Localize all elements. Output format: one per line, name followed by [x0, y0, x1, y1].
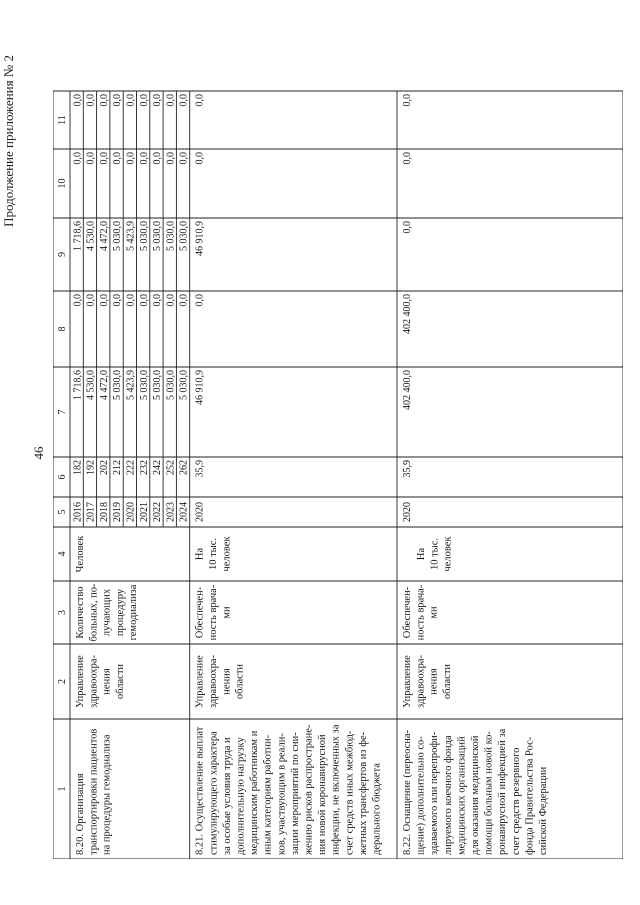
row-8-21-title: жению рисков распростране- [303, 724, 315, 855]
row-8-20-value: 4 530,0 [85, 370, 97, 400]
row-8-20-value: 0,0 [98, 152, 110, 165]
row-8-20-value: 5 030,0 [152, 221, 164, 251]
row-8-20-year: 2021 [138, 502, 150, 522]
row-8-22-responsible: Управление [402, 655, 413, 708]
row-8-21-responsible: Управление [194, 655, 206, 708]
row-8-20-value: 0,0 [138, 152, 150, 165]
row-8-20-value: 4 472,0 [98, 370, 110, 400]
row-8-20-year: 2017 [85, 502, 97, 522]
row-8-20-value: 0,0 [152, 294, 164, 307]
row-8-20-value: 0,0 [85, 94, 97, 107]
row-8-20-value: 0,0 [125, 294, 137, 307]
row-8-20-title: на процедуры гемодиализа [101, 734, 113, 855]
row-8-20-value: 0,0 [138, 294, 150, 307]
row-8-20-value: 5 030,0 [138, 370, 150, 400]
column-number: 2 [57, 679, 68, 684]
row-8-21-title: дополнительную нагрузку [235, 737, 247, 855]
row-8-21-year: 2020 [194, 502, 206, 522]
row-8-22-title: медицинских организаций [456, 736, 468, 855]
row-8-20-value: 0,0 [98, 294, 110, 307]
column-number: 1 [57, 786, 68, 792]
row-8-21-title: ков, участвующим в реали- [276, 733, 288, 855]
column-number: 6 [57, 474, 68, 480]
row-8-20-value: 0,0 [165, 152, 177, 165]
row-8-20-value: 0,0 [125, 152, 137, 165]
row-8-20-value: 5 423,9 [125, 370, 137, 400]
row-8-21-responsible: здравоохра- [208, 655, 219, 708]
row-8-20-value: 252 [165, 460, 177, 475]
row-8-21-title: стимулирующего характера [208, 731, 220, 855]
row-8-20-value: 1 718,6 [72, 370, 84, 400]
row-8-22-title: сийской Федерации [538, 766, 549, 855]
row-8-20-title: 8.20. Организация [75, 773, 86, 855]
row-8-20-value: 0,0 [72, 152, 84, 165]
row-8-20-value: 192 [85, 460, 97, 475]
row-8-22-unit: человек [442, 536, 454, 572]
row-8-22-title: лируемого коечного фонда [442, 735, 454, 855]
row-8-20-value: 5 030,0 [152, 370, 164, 400]
row-8-22-title: здаваемого или перепрофи- [429, 731, 441, 855]
column-number: 3 [57, 610, 68, 615]
row-8-21-value: 46 910,9 [194, 370, 206, 405]
row-8-20-unit: Человек [75, 535, 86, 573]
row-8-20-value: 0,0 [125, 94, 137, 107]
row-8-21-title: иным категориям работни- [262, 734, 274, 855]
row-8-20-value: 222 [125, 460, 137, 475]
row-8-22-unit: 10 тыс. [429, 537, 441, 571]
column-number: 7 [57, 409, 68, 415]
row-8-22-responsible: области [441, 663, 453, 700]
row-8-20-value: 5 030,0 [165, 370, 177, 400]
row-8-20-value: 212 [112, 460, 124, 475]
row-8-22-title: для оказания медицинской [470, 735, 481, 855]
row-8-20-responsible: Управление [75, 655, 86, 708]
row-8-22-title: 8.22. Оснащение (переосна- [402, 729, 413, 855]
row-8-20-value: 0,0 [138, 94, 150, 107]
row-8-22-responsible: нения [428, 668, 440, 695]
row-8-22-value: 0,0 [402, 152, 413, 165]
row-8-22-value: 35,9 [402, 460, 413, 478]
row-8-22-indicator: Обеспечен- [402, 586, 413, 639]
row-8-21-unit: человек [221, 536, 233, 572]
row-8-20-value: 0,0 [112, 152, 124, 165]
row-8-20-value: 5 030,0 [165, 221, 177, 251]
row-8-20-value: 4 472,0 [98, 221, 110, 251]
row-8-20-value: 202 [98, 460, 110, 475]
row-8-20-year: 2022 [152, 502, 164, 522]
row-8-20-year: 2024 [178, 502, 190, 522]
row-8-20-value: 0,0 [178, 94, 190, 107]
row-8-20-indicator: лучающих [101, 588, 113, 637]
row-8-22-title: фонда Правительства Рос- [524, 736, 536, 855]
row-8-20-year: 2019 [112, 502, 124, 522]
row-8-20-value: 0,0 [152, 94, 164, 107]
row-8-21-value: 0,0 [194, 152, 206, 165]
row-8-22-title: ронавирусной инфекцией за [497, 728, 509, 855]
row-8-20-value: 0,0 [98, 94, 110, 107]
row-8-20-value: 262 [178, 460, 190, 475]
row-8-21-indicator: ми [221, 606, 233, 619]
row-8-20-year: 2023 [165, 502, 177, 522]
row-8-20-title: транспортировки пациентов [88, 728, 100, 855]
column-number: 10 [57, 178, 68, 189]
row-8-21-title: счет средств иных межбюд- [344, 730, 356, 855]
row-8-20-value: 0,0 [72, 94, 84, 107]
row-8-20-year: 2020 [125, 502, 137, 522]
row-8-22-title: щение) дополнительно со- [415, 736, 427, 855]
row-8-20-value: 0,0 [112, 294, 124, 307]
column-number: 11 [57, 115, 68, 125]
row-8-21-responsible: области [234, 663, 246, 700]
row-8-22-value: 0,0 [402, 94, 413, 107]
row-8-20-value: 0,0 [152, 152, 164, 165]
row-8-22-value: 402 400,0 [402, 370, 413, 410]
row-8-21-unit: 10 тыс. [208, 537, 219, 571]
row-8-20-value: 0,0 [165, 94, 177, 107]
rotated-landscape-sheet [1, 47, 623, 859]
row-8-20-year: 2016 [72, 502, 84, 522]
row-8-20-indicator: Количество [75, 586, 86, 639]
row-8-20-indicator: процедуру [114, 588, 126, 637]
row-8-21-indicator: Обеспечен- [194, 586, 206, 639]
row-8-22-title: счет средств резервного [510, 747, 522, 855]
row-8-22-year: 2020 [402, 502, 413, 522]
row-8-20-value: 0,0 [85, 152, 97, 165]
row-8-21-value: 0,0 [194, 94, 206, 107]
row-8-21-title: за особые условия труда и [221, 737, 233, 855]
row-8-20-value: 4 530,0 [85, 221, 97, 251]
row-8-22-unit: На [416, 547, 427, 561]
row-8-20-value: 0,0 [178, 294, 190, 307]
column-number: 9 [57, 252, 68, 257]
row-8-20-value: 0,0 [165, 294, 177, 307]
row-8-20-value: 5 030,0 [112, 370, 124, 400]
row-8-20-value: 0,0 [85, 294, 97, 307]
column-number: 5 [57, 509, 68, 515]
row-8-21-title: жетных трансфертов из фе- [357, 731, 369, 855]
row-8-22-indicator: ми [428, 606, 440, 619]
row-8-22-indicator: ность врача- [415, 584, 427, 641]
row-8-20-value: 0,0 [112, 94, 124, 107]
row-8-21-title: ния новой коронавирусной [317, 734, 329, 855]
row-8-22-title: помощи больным новой ко- [483, 731, 495, 855]
row-8-22-value: 0,0 [402, 221, 413, 234]
row-8-20-responsible: области [114, 663, 126, 700]
row-8-21-indicator: ность врача- [208, 584, 219, 641]
row-8-20-value: 5 030,0 [112, 221, 124, 251]
row-8-21-value: 46 910,9 [194, 221, 206, 256]
row-8-20-value: 182 [72, 460, 84, 475]
row-8-21-value: 35,9 [194, 460, 206, 478]
column-number: 4 [57, 551, 68, 557]
row-8-22-responsible: здравоохра- [415, 655, 427, 708]
data-table [53, 47, 623, 859]
row-8-20-value: 0,0 [178, 152, 190, 165]
row-8-21-title: инфекции, не включенных за [330, 724, 342, 855]
row-8-20-value: 5 030,0 [178, 221, 190, 251]
column-number: 8 [57, 326, 68, 332]
row-8-22-value: 402 400,0 [402, 294, 413, 334]
row-8-21-responsible: нения [221, 668, 233, 695]
row-8-20-value: 0,0 [72, 294, 84, 307]
row-8-20-value: 5 423,9 [125, 221, 137, 251]
row-8-21-title: медицинским работникам и [249, 730, 261, 855]
row-8-20-indicator: больных, по- [88, 583, 100, 642]
row-8-20-responsible: здравоохра- [88, 655, 100, 708]
row-8-20-indicator: гемодиализа [128, 584, 140, 641]
appendix-caption: Продолжение приложения № 2 [1, 55, 16, 227]
row-8-20-value: 5 030,0 [178, 370, 190, 400]
page-number: 46 [31, 446, 46, 460]
row-8-20-year: 2018 [98, 502, 110, 522]
row-8-21-unit: На [194, 547, 206, 561]
row-8-21-title: 8.21. Осуществление выплат [194, 726, 206, 855]
row-8-20-responsible: нения [101, 668, 113, 695]
row-8-21-title: дерального бюджета [371, 763, 383, 855]
row-8-20-value: 5 030,0 [138, 221, 150, 251]
row-8-21-title: зации мероприятий по сни- [289, 732, 301, 855]
row-8-20-value: 1 718,6 [72, 221, 84, 251]
row-8-20-value: 232 [138, 460, 150, 475]
row-8-21-value: 0,0 [194, 294, 206, 307]
row-8-20-value: 242 [152, 460, 164, 475]
